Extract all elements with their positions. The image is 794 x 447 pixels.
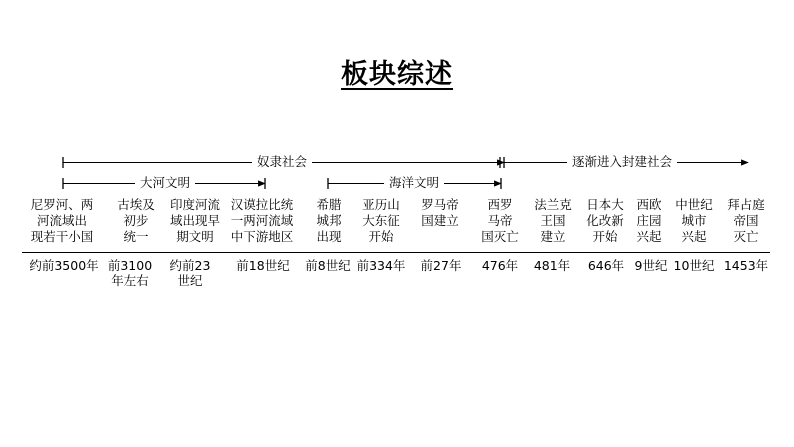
event-line: 统一	[123, 229, 149, 244]
event-line: 建立	[540, 229, 566, 244]
event-line: 尼罗河、两	[30, 197, 94, 212]
event-line: 城邦	[316, 213, 342, 228]
event-line: 西欧	[636, 197, 662, 212]
event-date-line: 前3100	[107, 258, 153, 273]
event-description	[534, 197, 572, 245]
event-line: 出现	[316, 229, 342, 244]
event-description	[586, 197, 624, 245]
event-line: 亚历山	[362, 197, 400, 212]
event-description	[117, 197, 155, 245]
event-date-line: 646年	[587, 258, 625, 273]
event-line: 开始	[592, 229, 618, 244]
ocean-civilization-label: 海洋文明	[384, 176, 444, 190]
event-description	[421, 197, 459, 229]
event-line: 国建立	[421, 213, 459, 228]
event-line: 灭亡	[733, 229, 759, 244]
event-description	[675, 197, 713, 245]
event-date-line: 9世纪	[634, 258, 668, 273]
event-date-line: 前8世纪	[305, 258, 351, 273]
event-line: 庄园	[636, 213, 662, 228]
event-date	[305, 258, 350, 273]
event-date-line: 10世纪	[673, 258, 715, 273]
event-line: 化改新	[586, 213, 624, 228]
event-line: 域出现早	[169, 213, 221, 228]
event-line: 初步	[123, 213, 149, 228]
event-line: 城市	[681, 213, 707, 228]
timeline-axis	[22, 252, 770, 253]
event-line: 法兰克	[534, 197, 572, 212]
event-description	[31, 197, 94, 245]
event-description	[481, 197, 519, 245]
event-description	[231, 197, 294, 245]
event-date	[724, 258, 768, 273]
event-line: 帝国	[733, 213, 759, 228]
event-line: 兴起	[636, 229, 662, 244]
event-description	[170, 197, 220, 245]
event-date	[421, 258, 462, 273]
event-line: 河流域出	[36, 213, 88, 228]
event-line: 开始	[368, 229, 394, 244]
event-description	[636, 197, 661, 245]
event-date-line: 年左右	[111, 273, 149, 288]
event-line: 王国	[540, 213, 566, 228]
event-date-line: 476年	[481, 258, 519, 273]
event-line: 希腊	[316, 197, 342, 212]
event-line: 日本大	[586, 197, 624, 212]
event-date	[635, 258, 668, 273]
slave-society-label: 奴隶社会	[252, 155, 312, 169]
event-line: 汉谟拉比统	[230, 197, 294, 212]
event-date	[236, 258, 289, 273]
event-line: 罗马帝	[421, 197, 459, 212]
event-date	[108, 258, 152, 288]
event-line: 拜占庭	[727, 197, 765, 212]
page-title: 板块综述	[341, 59, 453, 90]
event-line: 一两河流域	[230, 213, 294, 228]
event-date-line: 前27年	[420, 258, 462, 273]
event-description	[316, 197, 341, 245]
event-line: 中下游地区	[230, 229, 294, 244]
river-civilization-label: 大河文明	[135, 176, 195, 190]
event-date-line: 约前3500年	[29, 258, 99, 273]
event-description	[362, 197, 400, 245]
event-line: 国灭亡	[481, 229, 519, 244]
event-date-line: 前18世纪	[236, 258, 290, 273]
event-line: 中世纪	[675, 197, 713, 212]
event-line: 大东征	[362, 213, 400, 228]
event-date	[534, 258, 570, 273]
event-date	[29, 258, 98, 273]
event-line: 兴起	[681, 229, 707, 244]
event-line: 期文明	[176, 229, 214, 244]
event-date-line: 世纪	[177, 273, 203, 288]
event-line: 古埃及	[117, 197, 155, 212]
event-date	[674, 258, 715, 273]
event-date-line: 约前23	[169, 258, 211, 273]
event-line: 现若干小国	[30, 229, 94, 244]
event-date	[588, 258, 624, 273]
event-date-line: 1453年	[723, 258, 769, 273]
event-date	[357, 258, 406, 273]
event-date-line: 前334年	[356, 258, 406, 273]
event-date	[482, 258, 518, 273]
event-description	[727, 197, 765, 245]
event-date-line: 481年	[533, 258, 571, 273]
event-line: 西罗	[487, 197, 513, 212]
event-line: 印度河流	[169, 197, 221, 212]
event-line: 马帝	[487, 213, 513, 228]
event-date	[170, 258, 211, 288]
feudal-society-label: 逐渐进入封建社会	[567, 155, 677, 169]
